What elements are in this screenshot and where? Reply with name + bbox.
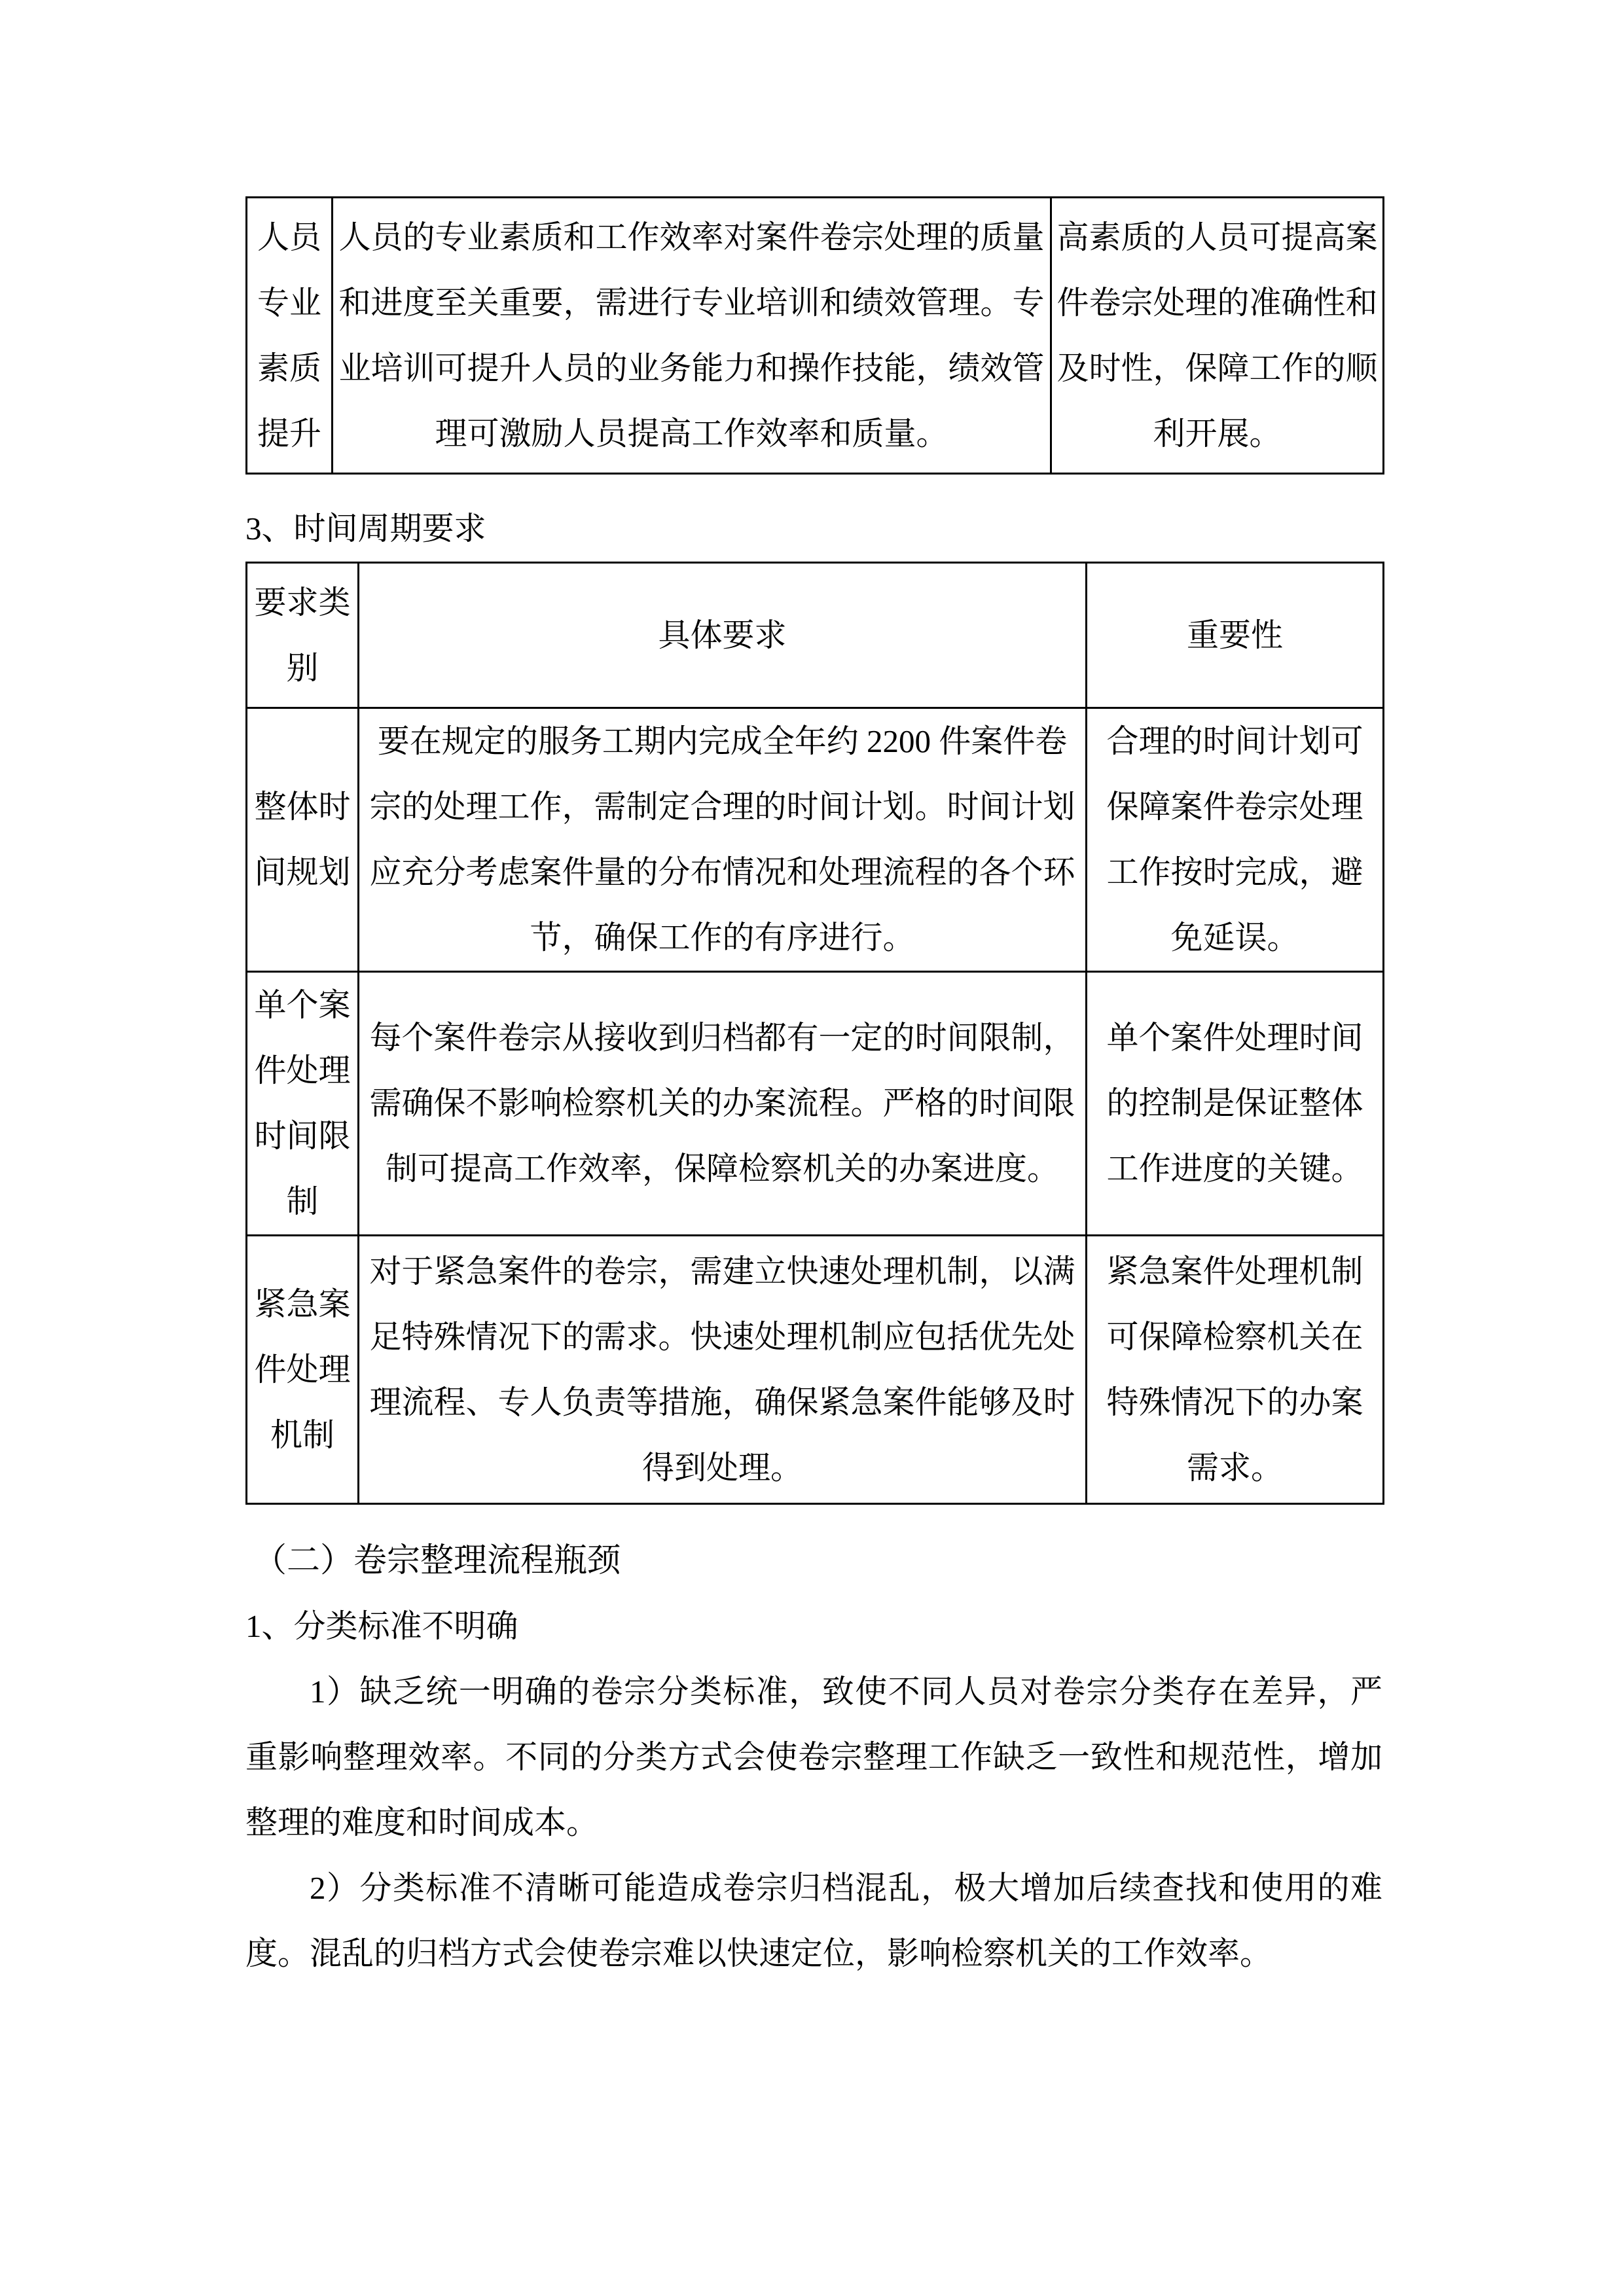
cell-importance: 高素质的人员可提高案件卷宗处理的准确性和及时性，保障工作的顺利开展。: [1051, 198, 1384, 474]
table-row: [247, 972, 1384, 1236]
section-heading-bottleneck: （二）卷宗整理流程瓶颈: [253, 1543, 621, 1579]
cell-importance: 合理的时间计划可保障案件卷宗处理工作按时完成，避免延误。: [1087, 708, 1384, 972]
cell-category: 人员专业素质提升: [247, 198, 333, 474]
cell-category: 单个案件处理时间限制: [247, 972, 359, 1236]
header-cell-detail: 具体要求: [359, 563, 1087, 708]
header-cell-category: 要求类别: [247, 563, 359, 708]
header-cell-importance: 重要性: [1087, 563, 1384, 708]
cell-detail: 人员的专业素质和工作效率对案件卷宗处理的质量和进度至关重要，需进行专业培训和绩效管理。专业培训可提升人员的业务能力和操作技能，绩效管理可激励人员提高工作效率和质量。: [333, 198, 1051, 474]
cell-category: 紧急案件处理机制: [247, 1236, 359, 1504]
subsection-heading-classification: 1、分类标准不明确: [245, 1608, 518, 1644]
table-row: [247, 708, 1384, 972]
cell-detail: 要在规定的服务工期内完成全年约 2200 件案件卷宗的处理工作，需制定合理的时间计划。时间计划应充分考虑案件量的分布情况和处理流程的各个环节，确保工作的有序进行。: [359, 708, 1087, 972]
table-row: [247, 198, 1384, 474]
paragraph-classification-2: 2）分类标准不清晰可能造成卷宗归档混乱，极大增加后续查找和使用的难度。混乱的归档方式会使卷宗难以快速定位，影响检察机关的工作效率。: [245, 1870, 1382, 1971]
table-row: [247, 1236, 1384, 1504]
section-heading-time: 3、时间周期要求: [245, 511, 486, 547]
document-page: [245, 196, 1382, 1986]
table-header-row: [247, 563, 1384, 708]
paragraph-classification-1: 1）缺乏统一明确的卷宗分类标准，致使不同人员对卷宗分类存在差异，严重影响整理效率。不同的分类方式会使卷宗整理工作缺乏一致性和规范性，增加整理的难度和时间成本。: [245, 1674, 1382, 1840]
cell-importance: 紧急案件处理机制可保障检察机关在特殊情况下的办案需求。: [1087, 1236, 1384, 1504]
cell-detail: 每个案件卷宗从接收到归档都有一定的时间限制，需确保不影响检察机关的办案流程。严格的时间限制可提高工作效率，保障检察机关的办案进度。: [359, 972, 1087, 1236]
time-requirements-table: [245, 562, 1384, 1505]
cell-detail: 对于紧急案件的卷宗，需建立快速处理机制，以满足特殊情况下的需求。快速处理机制应包括优先处理流程、专人负责等措施，确保紧急案件能够及时得到处理。: [359, 1236, 1087, 1504]
cell-importance: 单个案件处理时间的控制是保证整体工作进度的关键。: [1087, 972, 1384, 1236]
personnel-table: [245, 196, 1384, 475]
cell-category: 整体时间规划: [247, 708, 359, 972]
